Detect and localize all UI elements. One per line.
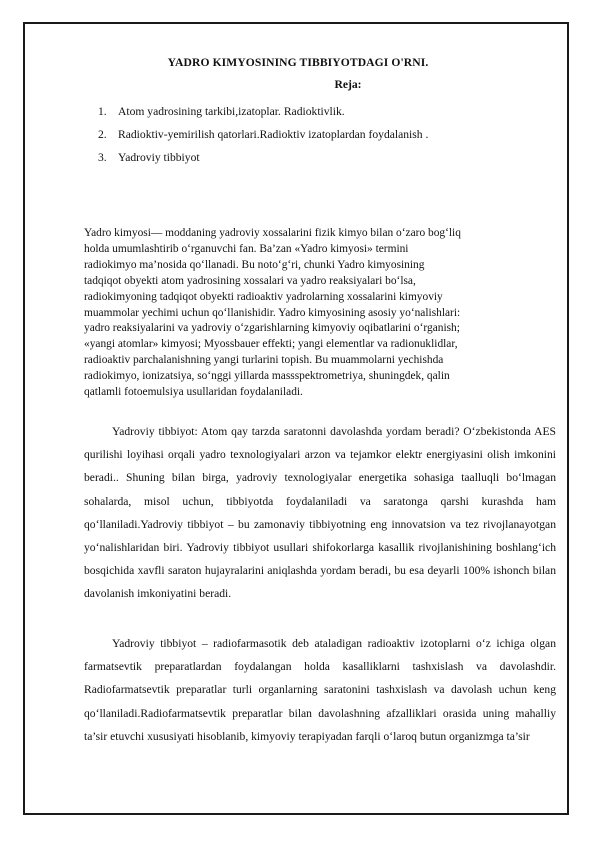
body-paragraph-1: Yadroviy tibbiyot: Atom qay tarzda saratonni davolashda yordam beradi? O‘zbekistonda AES qurilishi loyihasi orqali yadro texnologiyalari arzon va tejamkor elektr energiyasini olish imkonini beradi.. Shuning bilan birga, yadroviy texnologiyalar energetika sohasiga taalluqli bo‘lmagan sohalarda, misol uchun, tibbiyotda foydalaniladi va saratonga qarshi kurashda ham qo‘llaniladi.Yadroviy tibbiyot – bu zamonaviy tibbiyotning eng innovatsion va tez rivojlanayotgan yo‘nalishlaridan biri. Yadroviy tibbiyot usullari shifokorlarga kasallik rivojlanishining boshlang‘ich bosqichida xavfli saraton hujayralarini aniqlashda yordam beradi, bu esa deyarli 100% ishonch bilan davolanish imkoniyatini beradi. xyxy=(84,425,556,601)
plan-item-number: 2. xyxy=(98,128,107,141)
plan-item xyxy=(98,146,428,169)
plan-item-number: 3. xyxy=(98,151,107,164)
plan-heading: Reja: xyxy=(334,78,362,91)
plan-item-text: Atom yadrosining tarkibi,izatoplar. Radioktivlik. xyxy=(118,105,345,118)
document-title: YADRO KIMYOSINING TIBBIYOTDAGI O'RNI. xyxy=(167,56,429,69)
body-paragraph-2: Yadroviy tibbiyot – radiofarmasotik deb ataladigan radioaktiv izotoplarni o‘z ichiga olgan farmatsevtik preparatlardan foydalangan holda kasalliklarni tashxislash va davolashdir. Radiofarmatsevtik preparatlar turli organlarning saratonini tashxislash va davolash uchun keng qo‘llaniladi.Radiofarmatsevtik preparatlar bilan davolashning afzalliklari orasida uning mahalliy ta’sir etuvchi xususiyati hisoblanib, kimyoviy terapiyadan farqli o‘laroq butun organizmga ta’sir xyxy=(84,637,556,743)
plan-item xyxy=(98,123,428,146)
plan-item xyxy=(98,100,428,123)
plan-item-text: Yadroviy tibbiyot xyxy=(118,151,200,164)
intro-paragraph: Yadro kimyosi— moddaning yadroviy xossalarini fizik kimyo bilan o‘zaro bog‘liq holda umumlashtirib o‘rganuvchi fan. Ba’zan «Yadro kimyosi» termini radiokimyo ma’nosida qo‘llanadi. Bu noto‘g‘ri, chunki Yadro kimyosining tadqiqot obyekti atom yadrosining xossalari va yadro reaksiyalari bo‘lsa, radiokimyoning tadqiqot obyekti radioaktiv yadrolarning xossalarini kimyoviy muammolar yechimi uchun qo‘llanishidir. Yadro kimyosining asosiy yo‘nalishlari: yadro reaksiyalarini va yadroviy o‘zgarishlarning kimyoviy oqibatlarini o‘rganish; «yangi atomlar» kimyosi; Myossbauer effekti; yangi elementlar va radionuklidlar, radioaktiv parchalanishning yangi turlarini topish. Bu muammolarni yechishda radiokimyo, ionizatsiya, so‘nggi yillarda massspektrometriya, shuningdek, qalin qatlamli fotoemulsiya usullaridan foydalaniladi. xyxy=(84,227,461,399)
plan-item-text: Radioktiv-yemirilish qatorlari.Radioktiv izatoplardan foydalanish . xyxy=(118,128,429,141)
plan-list xyxy=(98,100,428,169)
plan-item-number: 1. xyxy=(98,105,107,118)
